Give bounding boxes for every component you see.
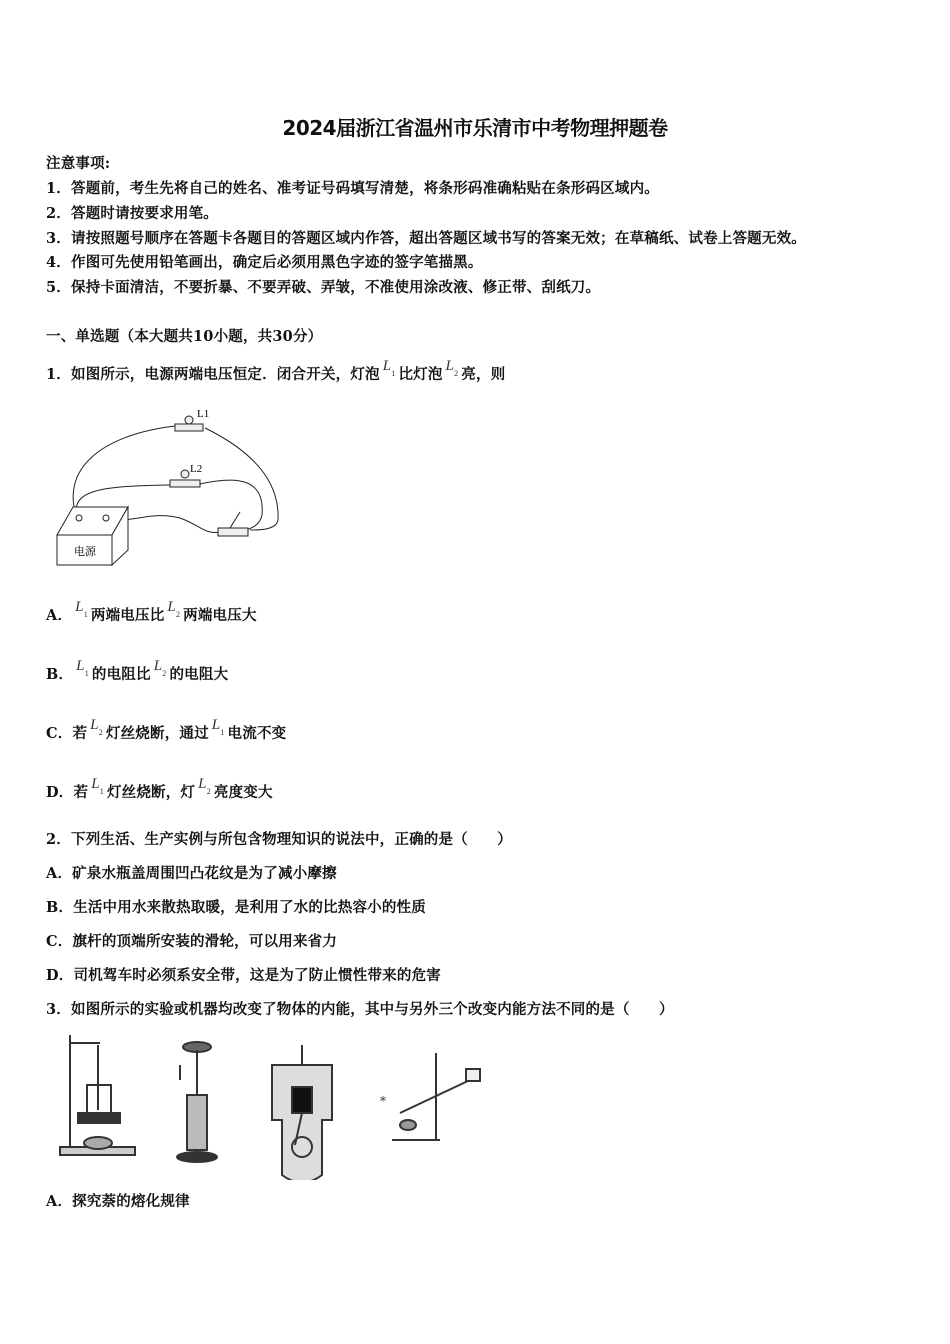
question-3-stem: 3．如图所示的实验或机器均改变了物体的内能，其中与另外三个改变内能方法不同的是（ ） [46,1001,674,1018]
q1-option-a[interactable]: A． $L_1$ 两端电压比 $L_2$ 两端电压大 [46,599,257,624]
q2-option-d[interactable]: D．司机驾车时必须系安全带，这是为了防止惯性带来的危害 [46,967,441,984]
note-item: 5．保持卡面清洁，不要折暴、不要弄破、弄皱，不准使用涂改液、修正带、刮纸刀。 [46,279,601,296]
q2-option-c[interactable]: C．旗杆的顶端所安装的滑轮，可以用来省力 [46,933,338,950]
var-l2: $L_2$ [167,599,181,619]
question-2-stem: 2．下列生活、生产实例与所包含物理知识的说法中，正确的是（ ） [46,831,512,848]
var-l1: $L_1$ [211,717,225,737]
note-item: 3．请按照题号顺序在答题卡各题目的答题区域内作答，超出答题区域书写的答案无效；在草稿纸、试卷上答题无效。 [46,230,806,247]
var-l1: $L_1$ [76,658,89,678]
question-1-stem [46,358,506,385]
circuit-figure [40,390,360,590]
var-l2: $L_2$ [445,358,459,378]
engine-diagram [272,1045,332,1180]
air-compression-syringe [177,1042,217,1162]
q1-option-c[interactable]: C．若 $L_2$ 灯丝烧断，通过 $L_1$ 电流不变 [46,717,287,742]
test-tube-heating [380,1053,480,1140]
q2-option-a[interactable]: A．矿泉水瓶盖周围凹凸花纹是为了减小摩擦 [46,865,337,882]
stem-text: 1．如图所示，电源两端电压恒定．闭合开关，灯泡 [46,366,380,383]
power-label: 电源 [74,545,96,558]
var-l1: $L_1$ [91,776,104,796]
q1-option-d[interactable]: D．若 $L_1$ 灯丝烧断，灯 $L_2$ 亮度变大 [46,776,273,801]
label-l2: L2 [190,463,203,475]
page-title: 2024届浙江省温州市乐清市中考物理押题卷 [282,116,668,140]
note-item: 2．答题时请按要求用笔。 [46,205,218,222]
var-l2: $L_2$ [90,717,103,737]
q1-option-b[interactable]: B． $L_1$ 的电阻比 $L_2$ 的电阻大 [46,658,229,683]
q3-figures [40,1025,500,1180]
note-item: 4．作图可先使用铅笔画出，确定后必须用黑色字迹的签字笔描黑。 [46,254,483,271]
var-l2: $L_2$ [153,658,167,678]
note-item: 1．答题前，考生先将自己的姓名、准考证号码填写清楚，将条形码准确粘贴在条形码区域内。 [46,180,659,197]
stem-text: 比灯泡 [398,366,443,383]
notes-heading: 注意事项: [46,155,111,172]
var-l2: $L_2$ [198,776,211,796]
stem-text: 亮，则 [461,366,506,383]
svg-text:*: * [380,1094,386,1108]
section-heading: 一、单选题（本大题共10小题，共30分） [46,328,323,345]
label-l1: L1 [197,408,210,420]
q3-option-a[interactable]: A．探究萘的熔化规律 [46,1193,190,1210]
switch [218,512,248,536]
naphthalene-melting-apparatus [60,1035,135,1155]
q2-option-b[interactable]: B．生活中用水来散热取暖，是利用了水的比热容小的性质 [46,899,426,916]
var-l1: $L_1$ [75,599,88,619]
var-l1: $L_1$ [382,358,396,378]
